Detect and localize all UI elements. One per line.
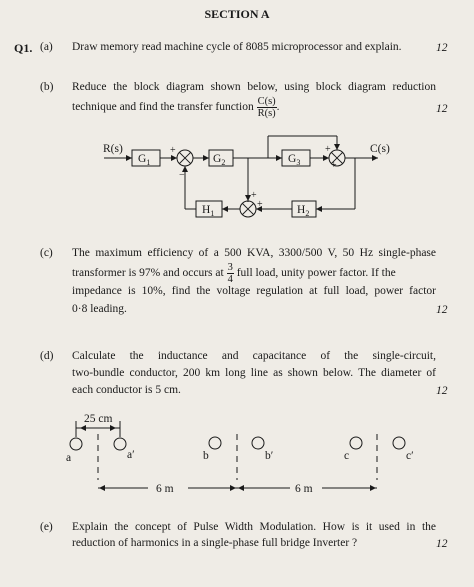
part-a-marks: 12 [436, 42, 448, 54]
part-a-line1: Draw memory read machine cycle of 8085 microprocessor and explain. [72, 41, 402, 53]
tf-numerator: C(s) [257, 96, 276, 107]
part-c-line3: impedance is 10%, find the voltage regulation at full load, power factor [72, 285, 436, 297]
part-e-line1: Explain the concept of Pulse Width Modulation. How is it used in the [72, 521, 436, 533]
part-c-line2-prefix: transformer is 97% and occurs at [72, 267, 224, 280]
label-a: a [66, 452, 72, 464]
part-e-line2: reduction of harmonics in a single-phase full bridge Inverter ? [72, 537, 358, 549]
part-b-line1: Reduce the block diagram shown below, using block diagram reduction [72, 81, 436, 93]
output-label: C(s) [370, 143, 390, 155]
part-b-marks: 12 [436, 103, 448, 115]
part-c-line2-suffix: full load, unity power factor. If the [236, 267, 396, 280]
conductor-b-prime [252, 437, 264, 449]
part-c-marks: 12 [436, 304, 448, 316]
load-fraction-den: 4 [227, 274, 233, 286]
transfer-function-fraction [257, 96, 277, 119]
spacing-label: 25 cm [84, 413, 113, 425]
sign-plus-4: + [251, 190, 257, 201]
block-h2-label: $H_2$ [297, 204, 310, 218]
section-title: SECTION A [204, 7, 270, 21]
part-c-line1: The maximum efficiency of a 500 KVA, 3300/500 V, 50 Hz single-phase [72, 247, 436, 259]
sign-plus-5: + [257, 199, 263, 210]
sign-plus-3: + [331, 160, 337, 171]
sign-plus-1: + [170, 145, 176, 156]
load-fraction [227, 262, 234, 285]
sign-minus-1: − [179, 170, 185, 181]
distance-label-2: 6 m [295, 483, 313, 495]
conductor-c-prime [393, 437, 405, 449]
block-h1-label: $H_1$ [202, 204, 215, 218]
block-g3-label: $G_3$ [288, 153, 301, 167]
part-d-line3: each conductor is 5 cm. [72, 384, 181, 396]
part-d-marks: 12 [436, 385, 448, 397]
distance-label-1: 6 m [156, 483, 174, 495]
question-number: Q1. [14, 41, 33, 55]
label-a-prime: a′ [127, 449, 135, 461]
part-b-label: (b) [40, 81, 54, 93]
block-g1-label: $G_1$ [138, 153, 151, 167]
part-c-line4: 0·8 leading. [72, 303, 127, 315]
part-d-label: (d) [40, 350, 54, 362]
label-c: c [344, 450, 350, 462]
conductor-figure [0, 410, 474, 495]
label-b-prime: b′ [265, 450, 274, 462]
part-e-marks: 12 [436, 538, 448, 550]
part-c-line2 [72, 262, 396, 285]
part-d-line1: Calculate the inductance and capacitance of the single-circuit, [72, 350, 436, 362]
block-diagram [0, 132, 474, 222]
sign-plus-2: + [325, 144, 331, 155]
part-e-label: (e) [40, 521, 53, 533]
tf-suffix: . [276, 101, 280, 114]
block-g2-label: $G_2$ [213, 153, 226, 167]
label-c-prime: c′ [406, 450, 414, 462]
conductor-a [70, 438, 82, 450]
load-fraction-num: 3 [227, 262, 233, 273]
part-b-line2-prefix: technique and find the transfer function [72, 101, 254, 114]
part-a-label: (a) [40, 41, 53, 53]
part-b-line2 [72, 96, 280, 119]
conductor-c [350, 437, 362, 449]
part-d-line2: two-bundle conductor, 200 km long line as shown below. The diameter of [72, 367, 436, 379]
part-c-label: (c) [40, 247, 53, 259]
conductor-b [209, 437, 221, 449]
tf-denominator: R(s) [257, 108, 276, 120]
label-b: b [203, 450, 209, 462]
input-label: R(s) [103, 143, 123, 155]
conductor-a-prime [114, 438, 126, 450]
